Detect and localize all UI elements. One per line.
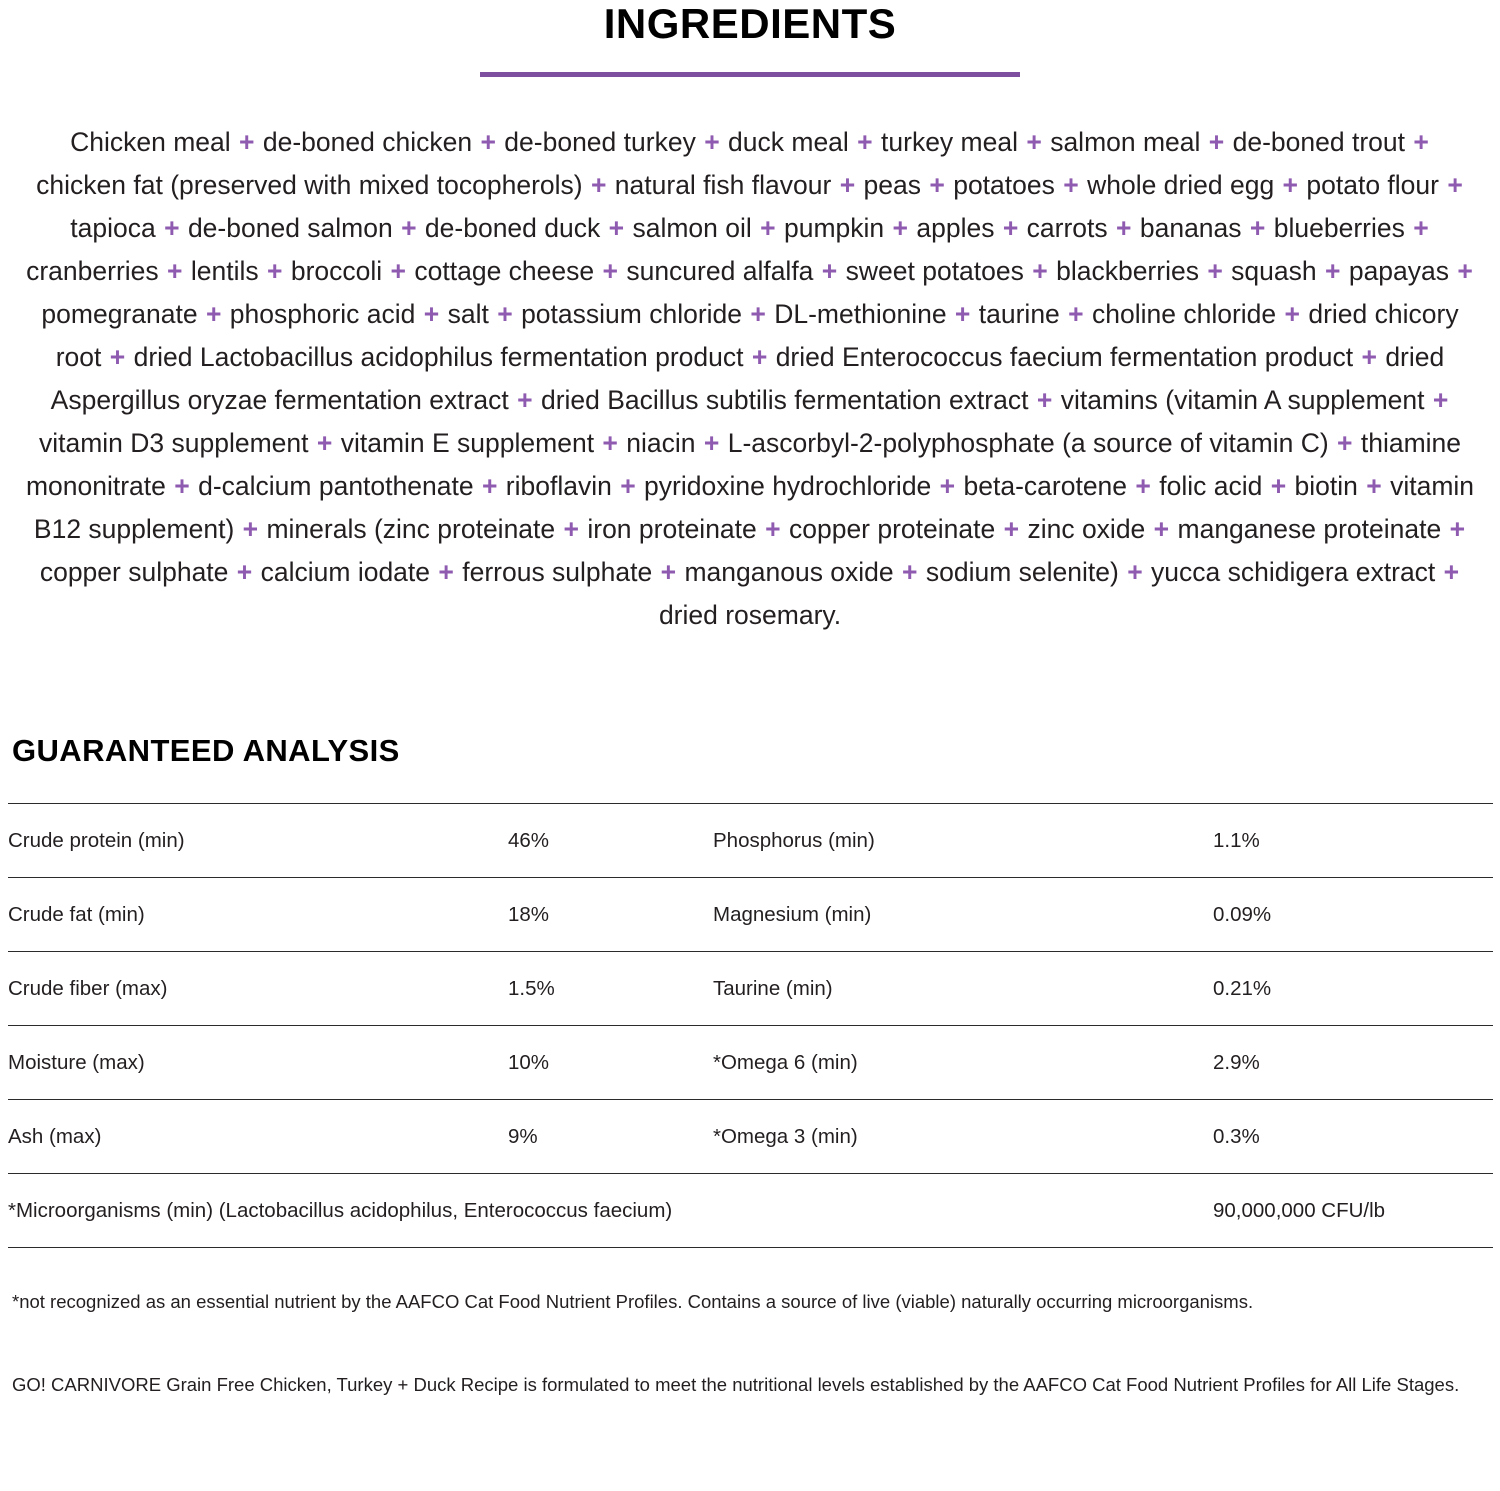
ingredient-item: folic acid <box>1159 471 1263 502</box>
ingredient-item: de-boned salmon <box>187 213 393 244</box>
ingredient-item: calcium iodate <box>260 557 431 588</box>
footnote-aafco: GO! CARNIVORE Grain Free Chicken, Turkey + Duck Recipe is formulated to meet the nutritional levels established by the AAFCO Cat Food Nutrient Profiles for All Life Stages. <box>12 1374 1460 1396</box>
ingredient-item: iron proteinate <box>587 514 757 545</box>
ingredient-item: vitamin B12 supplement) <box>33 471 1475 545</box>
title-divider <box>480 72 1020 77</box>
ingredient-item: apples <box>916 213 995 244</box>
nutrient-label: *Omega 3 (min) <box>713 1100 1213 1174</box>
ingredient-separator: + <box>757 514 788 545</box>
ingredient-item: phosphoric acid <box>229 299 416 330</box>
ingredient-item: thiamine mononitrate <box>25 428 1462 502</box>
ingredient-item: lentils <box>190 256 259 287</box>
ingredient-separator: + <box>159 256 190 287</box>
ingredient-separator: + <box>416 299 447 330</box>
nutrient-value: 9% <box>508 1100 713 1174</box>
ingredient-item: beta-carotene <box>963 471 1128 502</box>
ingredient-separator: + <box>489 299 521 330</box>
ingredient-separator: + <box>995 213 1026 244</box>
ingredient-separator: + <box>102 342 133 373</box>
ingredient-separator: + <box>198 299 229 330</box>
ingredient-separator: + <box>932 471 963 502</box>
ingredient-item: potatoes <box>953 170 1055 201</box>
ingredient-separator: + <box>601 213 632 244</box>
ingredient-separator: + <box>393 213 424 244</box>
ingredient-separator: + <box>744 342 775 373</box>
ingredient-item: yucca schidigera extract <box>1151 557 1436 588</box>
nutrient-label: Crude protein (min) <box>8 804 508 878</box>
ingredient-item: de-boned chicken <box>262 127 473 158</box>
ingredients-heading: INGREDIENTS <box>603 0 897 47</box>
ingredient-separator: + <box>1201 127 1232 158</box>
table-row-microorganisms <box>8 1174 1493 1248</box>
ingredient-separator: + <box>229 557 260 588</box>
footnote-asterisk: *not recognized as an essential nutrient by the AAFCO Cat Food Nutrient Profiles. Contains a source of live (viable) naturally occurring microorganisms. <box>12 1291 1254 1313</box>
ingredient-item: dried rosemary. <box>658 600 842 631</box>
ingredient-item: squash <box>1231 256 1317 287</box>
nutrient-value: 0.21% <box>1213 952 1493 1026</box>
ingredient-item: minerals (zinc proteinate <box>266 514 556 545</box>
ingredient-separator: + <box>156 213 187 244</box>
guaranteed-analysis-table <box>8 803 1493 1248</box>
ingredient-separator: + <box>1277 299 1308 330</box>
ingredient-separator: + <box>612 471 644 502</box>
ingredient-item: broccoli <box>290 256 383 287</box>
ingredient-separator: + <box>1024 256 1056 287</box>
ingredient-separator: + <box>743 299 774 330</box>
ingredient-separator: + <box>814 256 845 287</box>
ingredient-separator: + <box>1128 471 1159 502</box>
ingredient-item: blueberries <box>1273 213 1405 244</box>
ingredient-separator: + <box>1119 557 1151 588</box>
ingredient-item: sodium selenite) <box>925 557 1119 588</box>
ingredient-item: pomegranate <box>41 299 198 330</box>
ingredient-item: cottage cheese <box>414 256 595 287</box>
ingredient-separator: + <box>1439 170 1463 201</box>
nutrient-label: Crude fiber (max) <box>8 952 508 1026</box>
ingredient-separator: + <box>1199 256 1231 287</box>
microorganisms-label: *Microorganisms (min) (Lactobacillus acidophilus, Enterococcus faecium) <box>8 1174 1213 1248</box>
ingredient-separator: + <box>383 256 414 287</box>
ingredient-item: dried chicory root <box>55 299 1459 373</box>
table-row <box>8 1100 1493 1174</box>
ingredient-item: copper proteinate <box>788 514 996 545</box>
table-row <box>8 804 1493 878</box>
ingredient-item: pumpkin <box>783 213 885 244</box>
nutrient-value: 1.1% <box>1213 804 1493 878</box>
ingredient-separator: + <box>1317 256 1348 287</box>
ingredient-item: pyridoxine hydrochloride <box>644 471 932 502</box>
ingredient-separator: + <box>231 127 262 158</box>
ingredient-item: cranberries <box>26 256 159 287</box>
ingredient-item: dried Aspergillus oryzae fermentation extract <box>50 342 1445 416</box>
ingredient-item: manganese proteinate <box>1177 514 1442 545</box>
ingredient-item: vitamins (vitamin A supplement <box>1060 385 1425 416</box>
ingredient-item: sweet potatoes <box>845 256 1024 287</box>
ingredient-separator: + <box>1450 256 1473 287</box>
ingredient-separator: + <box>235 514 266 545</box>
ingredient-item: duck meal <box>728 127 849 158</box>
ingredient-item: biotin <box>1294 471 1358 502</box>
nutrient-value: 0.3% <box>1213 1100 1493 1174</box>
nutrient-label: Magnesium (min) <box>713 878 1213 952</box>
ingredient-separator: + <box>1060 299 1091 330</box>
ingredient-item: dried Lactobacillus acidophilus fermentation product <box>133 342 744 373</box>
ingredient-item: turkey meal <box>881 127 1018 158</box>
ingredient-separator: + <box>1425 385 1449 416</box>
ingredient-item: potassium chloride <box>521 299 743 330</box>
ingredient-separator: + <box>1029 385 1060 416</box>
ingredient-item: carrots <box>1026 213 1108 244</box>
ingredient-separator: + <box>1405 213 1429 244</box>
ingredient-item: niacin <box>626 428 696 459</box>
ingredient-separator: + <box>1242 213 1273 244</box>
nutrient-value: 46% <box>508 804 713 878</box>
ingredient-separator: + <box>474 471 505 502</box>
ingredient-item: natural fish flavour <box>614 170 832 201</box>
nutrient-value: 2.9% <box>1213 1026 1493 1100</box>
ingredient-separator: + <box>947 299 978 330</box>
ingredient-separator: + <box>832 170 863 201</box>
ingredient-item: de-boned turkey <box>504 127 696 158</box>
microorganisms-value: 90,000,000 CFU/lb <box>1213 1174 1493 1248</box>
ingredient-separator: + <box>996 514 1027 545</box>
ingredient-separator: + <box>1442 514 1466 545</box>
nutrient-label: Taurine (min) <box>713 952 1213 1026</box>
ingredient-separator: + <box>894 557 925 588</box>
ingredient-item: L-ascorbyl-2-polyphosphate (a source of vitamin C) <box>727 428 1329 459</box>
nutrient-label: Moisture (max) <box>8 1026 508 1100</box>
ingredient-item: blackberries <box>1056 256 1199 287</box>
ingredient-separator: + <box>1354 342 1385 373</box>
nutrient-label: Crude fat (min) <box>8 878 508 952</box>
ingredient-separator: + <box>1329 428 1360 459</box>
guaranteed-analysis-heading: GUARANTEED ANALYSIS <box>12 733 400 769</box>
ingredient-item: salt <box>447 299 489 330</box>
table-row <box>8 1026 1493 1100</box>
ingredient-separator: + <box>1018 127 1050 158</box>
ingredient-separator: + <box>1108 213 1139 244</box>
ingredient-item: d-calcium pantothenate <box>198 471 474 502</box>
ingredient-separator: + <box>752 213 783 244</box>
ingredient-item: dried Enterococcus faecium fermentation product <box>775 342 1354 373</box>
ingredient-separator: + <box>1358 471 1390 502</box>
ingredient-separator: + <box>1263 471 1294 502</box>
ingredient-item: copper sulphate <box>39 557 229 588</box>
nutrient-value: 1.5% <box>508 952 713 1026</box>
guaranteed-analysis-body <box>8 804 1493 1248</box>
ingredient-item: manganous oxide <box>684 557 894 588</box>
ingredient-separator: + <box>473 127 504 158</box>
ingredient-separator: + <box>309 428 340 459</box>
ingredient-separator: + <box>696 127 728 158</box>
ingredient-item: salmon oil <box>632 213 752 244</box>
ingredient-item: Chicken meal <box>70 127 231 158</box>
nutrient-value: 18% <box>508 878 713 952</box>
ingredient-item: bananas <box>1139 213 1242 244</box>
ingredient-item: potato flour <box>1306 170 1439 201</box>
ingredient-item: chicken fat (preserved with mixed tocopherols) <box>36 170 583 201</box>
ingredient-separator: + <box>595 256 626 287</box>
ingredient-item: vitamin D3 supplement <box>38 428 309 459</box>
ingredient-item: salmon meal <box>1050 127 1201 158</box>
ingredient-item: zinc oxide <box>1027 514 1146 545</box>
nutrient-value: 0.09% <box>1213 878 1493 952</box>
ingredient-separator: + <box>1055 170 1087 201</box>
ingredient-item: de-boned duck <box>424 213 601 244</box>
ingredient-item: choline chloride <box>1092 299 1277 330</box>
ingredient-item: suncured alfalfa <box>626 256 814 287</box>
table-row <box>8 878 1493 952</box>
ingredient-separator: + <box>696 428 727 459</box>
ingredients-list <box>22 121 1478 637</box>
ingredient-item: DL-methionine <box>774 299 947 330</box>
ingredient-item: tapioca <box>70 213 156 244</box>
ingredient-item: taurine <box>978 299 1060 330</box>
ingredient-item: de-boned trout <box>1232 127 1406 158</box>
nutrient-label: Ash (max) <box>8 1100 508 1174</box>
ingredient-separator: + <box>1146 514 1177 545</box>
ingredient-separator: + <box>556 514 587 545</box>
ingredient-item: papayas <box>1348 256 1450 287</box>
ingredient-item: whole dried egg <box>1087 170 1275 201</box>
ingredient-separator: + <box>1275 170 1306 201</box>
ingredient-separator: + <box>595 428 626 459</box>
ingredient-separator: + <box>1436 557 1460 588</box>
ingredient-separator: + <box>431 557 462 588</box>
ingredient-separator: + <box>1406 127 1429 158</box>
nutrient-label: *Omega 6 (min) <box>713 1026 1213 1100</box>
nutrient-value: 10% <box>508 1026 713 1100</box>
ingredient-separator: + <box>166 471 198 502</box>
ingredient-separator: + <box>885 213 916 244</box>
ingredient-separator: + <box>259 256 290 287</box>
ingredient-item: vitamin E supplement <box>340 428 595 459</box>
ingredient-separator: + <box>509 385 540 416</box>
ingredient-separator: + <box>583 170 614 201</box>
nutrient-label: Phosphorus (min) <box>713 804 1213 878</box>
ingredient-separator: + <box>922 170 953 201</box>
ingredient-item: riboflavin <box>505 471 612 502</box>
ingredient-item: ferrous sulphate <box>462 557 653 588</box>
ingredient-separator: + <box>653 557 684 588</box>
table-row <box>8 952 1493 1026</box>
ingredient-item: peas <box>863 170 921 201</box>
ingredient-item: dried Bacillus subtilis fermentation extract <box>540 385 1029 416</box>
ingredient-separator: + <box>849 127 881 158</box>
